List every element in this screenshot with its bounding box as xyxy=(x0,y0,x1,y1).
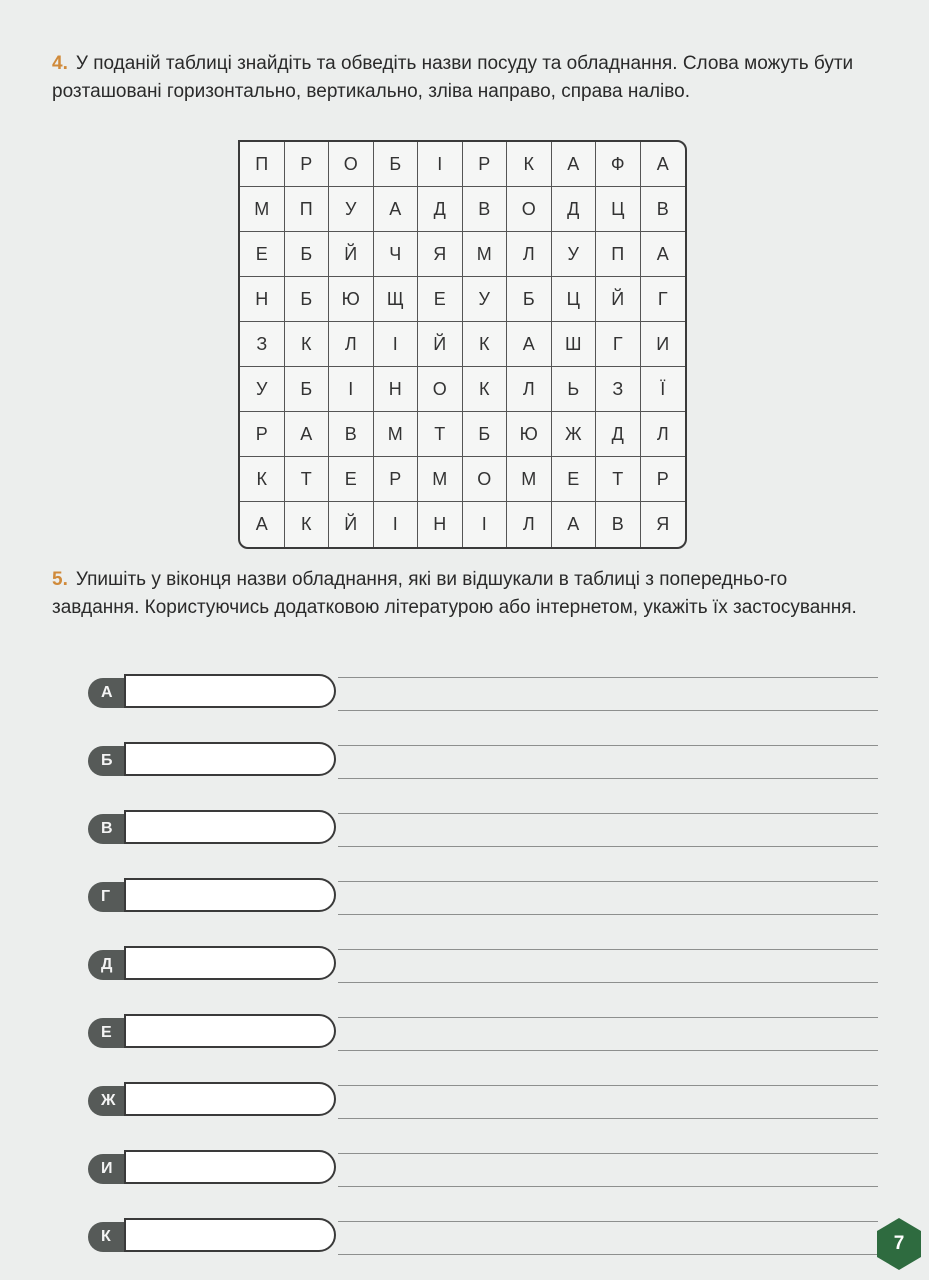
writing-line[interactable] xyxy=(338,1017,878,1018)
grid-cell[interactable]: Ж xyxy=(552,412,597,457)
grid-cell[interactable]: К xyxy=(240,457,285,502)
grid-cell[interactable]: Е xyxy=(329,457,374,502)
grid-cell[interactable]: Б xyxy=(374,142,419,187)
grid-cell[interactable]: Л xyxy=(641,412,686,457)
grid-cell[interactable]: І xyxy=(463,502,508,547)
grid-cell[interactable]: У xyxy=(329,187,374,232)
grid-cell[interactable]: П xyxy=(240,142,285,187)
writing-line[interactable] xyxy=(338,710,878,711)
writing-line[interactable] xyxy=(338,1118,878,1119)
grid-cell[interactable]: Р xyxy=(285,142,330,187)
answer-letter: А xyxy=(88,678,166,708)
answer-row xyxy=(88,1150,878,1210)
answer-row xyxy=(88,742,878,802)
grid-cell[interactable]: Л xyxy=(507,502,552,547)
answer-letter: Г xyxy=(88,882,166,912)
answer-row xyxy=(88,878,878,938)
grid-cell[interactable]: Ф xyxy=(596,142,641,187)
writing-line[interactable] xyxy=(338,1085,878,1086)
answer-letter: Ж xyxy=(88,1086,166,1116)
grid-cell[interactable]: Я xyxy=(656,514,670,534)
grid-cell[interactable]: Г xyxy=(596,322,641,367)
writing-line[interactable] xyxy=(338,1186,878,1187)
answer-box[interactable] xyxy=(124,810,336,844)
grid-cell[interactable]: Б xyxy=(285,367,330,412)
writing-line[interactable] xyxy=(338,846,878,847)
grid-cell[interactable]: Е xyxy=(240,232,285,277)
grid-cell[interactable]: Н xyxy=(240,277,285,322)
task-number: 5. xyxy=(52,569,68,590)
grid-cell[interactable]: Й xyxy=(596,277,641,322)
answer-row xyxy=(88,1218,878,1278)
grid-cell[interactable]: М xyxy=(507,457,552,502)
grid-cell[interactable]: Р xyxy=(463,142,508,187)
writing-line[interactable] xyxy=(338,778,878,779)
grid-cell[interactable]: М xyxy=(418,457,463,502)
grid-cell[interactable]: В xyxy=(329,412,374,457)
writing-line[interactable] xyxy=(338,914,878,915)
answer-box[interactable] xyxy=(124,1218,336,1252)
writing-line[interactable] xyxy=(338,1153,878,1154)
grid-cell[interactable]: Л xyxy=(507,367,552,412)
task-text: Упишіть у віконця назви обладнання, які ви відшукали в таблиці з попередньо-го завдання. Користуючись додатковою літературою або інтернетом, укажіть їх застосування. xyxy=(52,569,857,618)
writing-line[interactable] xyxy=(338,813,878,814)
grid-cell[interactable]: Р xyxy=(240,412,285,457)
writing-line[interactable] xyxy=(338,1221,878,1222)
answer-letter: К xyxy=(88,1222,166,1252)
task-4 xyxy=(52,50,878,106)
grid-cell[interactable]: О xyxy=(463,457,508,502)
answer-row xyxy=(88,810,878,870)
grid-cell[interactable]: К xyxy=(463,367,508,412)
grid-cell[interactable]: В xyxy=(463,187,508,232)
grid-cell[interactable]: Ь xyxy=(552,367,597,412)
grid-cell[interactable]: А xyxy=(285,412,330,457)
grid-cell[interactable]: Б xyxy=(285,232,330,277)
writing-line[interactable] xyxy=(338,677,878,678)
task-number: 4. xyxy=(52,53,68,74)
answer-box[interactable] xyxy=(124,1150,336,1184)
answer-letter: Е xyxy=(88,1018,166,1048)
grid-cell[interactable]: А xyxy=(507,322,552,367)
grid-cell[interactable]: О xyxy=(418,367,463,412)
grid-cell[interactable]: Д xyxy=(418,187,463,232)
grid-cell[interactable]: Н xyxy=(418,502,463,547)
writing-line[interactable] xyxy=(338,1254,878,1255)
answer-letter: Д xyxy=(88,950,166,980)
answer-letter: В xyxy=(88,814,166,844)
grid-cell[interactable]: А xyxy=(641,232,686,277)
answer-box[interactable] xyxy=(124,1014,336,1048)
grid-cell[interactable]: А xyxy=(552,142,597,187)
writing-line[interactable] xyxy=(338,1050,878,1051)
grid-cell[interactable]: А xyxy=(552,502,597,547)
answer-letter: Б xyxy=(88,746,166,776)
answer-box[interactable] xyxy=(124,1082,336,1116)
grid-cell[interactable]: Д xyxy=(552,187,597,232)
answer-box[interactable] xyxy=(124,878,336,912)
grid-cell[interactable]: Ш xyxy=(552,322,597,367)
grid-cell[interactable]: У xyxy=(552,232,597,277)
grid-cell[interactable]: Я xyxy=(418,232,463,277)
grid-cell[interactable]: К xyxy=(507,142,552,187)
grid-cell[interactable]: М xyxy=(374,412,419,457)
grid-cell[interactable]: Л xyxy=(329,322,374,367)
writing-line[interactable] xyxy=(338,949,878,950)
answer-box[interactable] xyxy=(124,742,336,776)
grid-cell[interactable]: Ю xyxy=(329,277,374,322)
grid-cell[interactable]: В xyxy=(641,187,686,232)
grid-cell[interactable]: У xyxy=(240,367,285,412)
grid-cell[interactable]: Ч xyxy=(374,232,419,277)
grid-cell[interactable]: М xyxy=(463,232,508,277)
answer-letter: И xyxy=(88,1154,166,1184)
grid-cell[interactable]: Й xyxy=(329,502,374,547)
grid-cell[interactable]: Б xyxy=(463,412,508,457)
grid-cell[interactable]: А xyxy=(641,142,686,187)
grid-cell[interactable]: В xyxy=(596,502,641,547)
grid-cell[interactable]: Д xyxy=(596,412,641,457)
answer-box[interactable] xyxy=(124,946,336,980)
answer-row xyxy=(88,1014,878,1074)
grid-cell[interactable]: Щ xyxy=(374,277,419,322)
grid-cell[interactable]: Ц xyxy=(596,187,641,232)
writing-line[interactable] xyxy=(338,982,878,983)
grid-cell[interactable]: О xyxy=(329,142,374,187)
grid-cell[interactable]: Ї xyxy=(641,367,686,412)
answer-row xyxy=(88,674,878,734)
grid-cell[interactable]: Ц xyxy=(552,277,597,322)
word-search-grid xyxy=(238,140,687,549)
grid-cell[interactable]: О xyxy=(507,187,552,232)
grid-cell[interactable]: Н xyxy=(374,367,419,412)
grid-cell[interactable]: П xyxy=(285,187,330,232)
writing-line[interactable] xyxy=(338,745,878,746)
grid-cell[interactable]: Р xyxy=(641,457,686,502)
grid-cell[interactable]: Г xyxy=(641,277,686,322)
grid-cell[interactable]: Т xyxy=(418,412,463,457)
grid-cell[interactable]: К xyxy=(463,322,508,367)
grid-cell[interactable]: Т xyxy=(285,457,330,502)
answer-row xyxy=(88,1082,878,1142)
grid-cell[interactable]: З xyxy=(596,367,641,412)
grid-cell[interactable]: Б xyxy=(507,277,552,322)
grid-cell[interactable]: І xyxy=(374,322,419,367)
grid-cell[interactable]: П xyxy=(596,232,641,277)
grid-cell[interactable]: Й xyxy=(329,232,374,277)
grid-cell[interactable]: А xyxy=(374,187,419,232)
grid-cell[interactable]: І xyxy=(418,142,463,187)
grid-cell[interactable]: А xyxy=(240,502,285,547)
grid-cell[interactable]: Ю xyxy=(507,412,552,457)
task-5 xyxy=(52,566,878,622)
writing-line[interactable] xyxy=(338,881,878,882)
grid-cell[interactable]: Й xyxy=(418,322,463,367)
answer-row xyxy=(88,946,878,1006)
task-text: У поданій таблиці знайдіть та обведіть назви посуду та обладнання. Слова можуть бути розташовані горизонтально, вертикально, зліва направо, справа наліво. xyxy=(52,53,854,102)
grid-cell[interactable]: І xyxy=(374,502,419,547)
page-number-badge xyxy=(875,1216,923,1272)
grid-cell[interactable]: Р xyxy=(374,457,419,502)
grid-cell[interactable]: И xyxy=(641,322,686,367)
page-number: 7 xyxy=(893,1233,905,1254)
answer-box[interactable] xyxy=(124,674,336,708)
grid-cell[interactable]: К xyxy=(285,322,330,367)
grid-cell[interactable]: М xyxy=(240,187,285,232)
grid-cell[interactable]: Т xyxy=(596,457,641,502)
grid-cell[interactable]: К xyxy=(285,502,330,547)
grid-cell[interactable]: Л xyxy=(507,232,552,277)
grid-cell[interactable]: Е xyxy=(552,457,597,502)
grid-cell[interactable]: У xyxy=(463,277,508,322)
grid-cell[interactable]: З xyxy=(240,322,285,367)
grid-cell[interactable]: Е xyxy=(418,277,463,322)
grid-cell[interactable]: Б xyxy=(285,277,330,322)
grid-cell[interactable]: І xyxy=(329,367,374,412)
